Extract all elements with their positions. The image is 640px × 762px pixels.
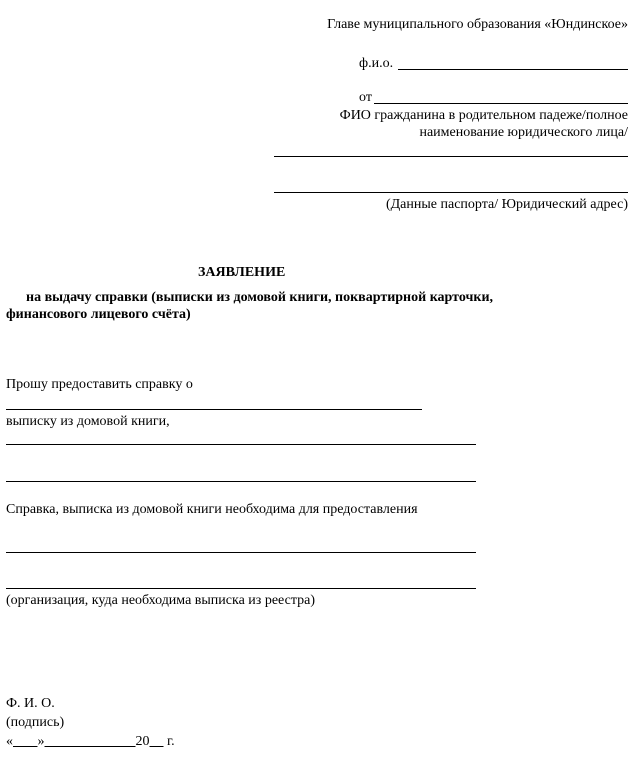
- purpose-line-2[interactable]: [6, 588, 476, 589]
- organization-hint: (организация, куда необходима выписка из реестра): [6, 593, 315, 608]
- date-day-blank[interactable]: [13, 734, 38, 749]
- request-line[interactable]: [6, 409, 422, 410]
- date-line: [6, 734, 175, 750]
- purpose-text: Справка, выписка из домовой книги необходима для предоставления: [6, 502, 418, 517]
- document-subtitle-line1: на выдачу справки (выписки из домовой книги, поквартирной карточки,: [26, 290, 494, 305]
- footer-fio-label: Ф. И. О.: [6, 696, 55, 711]
- passport-hint: (Данные паспорта/ Юридический адрес): [385, 197, 628, 212]
- date-year-prefix: 20: [135, 734, 150, 749]
- addressee: Главе муниципального образования «Юндинское»: [327, 17, 628, 32]
- fio-label: ф.и.о.: [359, 56, 394, 71]
- date-year-suffix: г.: [167, 734, 175, 749]
- document-subtitle-line2: финансового лицевого счёта): [6, 307, 191, 322]
- date-year-blank[interactable]: [150, 734, 164, 749]
- fio-line[interactable]: [398, 69, 628, 70]
- document-title: ЗАЯВЛЕНИЕ: [198, 265, 286, 280]
- extract-line-2[interactable]: [6, 481, 476, 482]
- date-open-quote: «: [6, 734, 13, 749]
- applicant-line-1[interactable]: [274, 156, 628, 157]
- applicant-line-2[interactable]: [274, 192, 628, 193]
- from-label: от: [359, 90, 372, 105]
- request-text: Прошу предоставить справку о: [6, 377, 193, 392]
- date-month-blank[interactable]: [45, 734, 136, 749]
- from-hint-line1: ФИО гражданина в родительном падеже/полное: [339, 108, 628, 123]
- date-close-quote: »: [37, 734, 45, 749]
- purpose-line-1[interactable]: [6, 552, 476, 553]
- extract-text: выписку из домовой книги,: [6, 414, 170, 429]
- extract-line-1[interactable]: [6, 444, 476, 445]
- from-hint-line2: наименование юридического лица/: [419, 125, 628, 140]
- from-line[interactable]: [374, 103, 628, 104]
- signature-label: (подпись): [6, 715, 65, 730]
